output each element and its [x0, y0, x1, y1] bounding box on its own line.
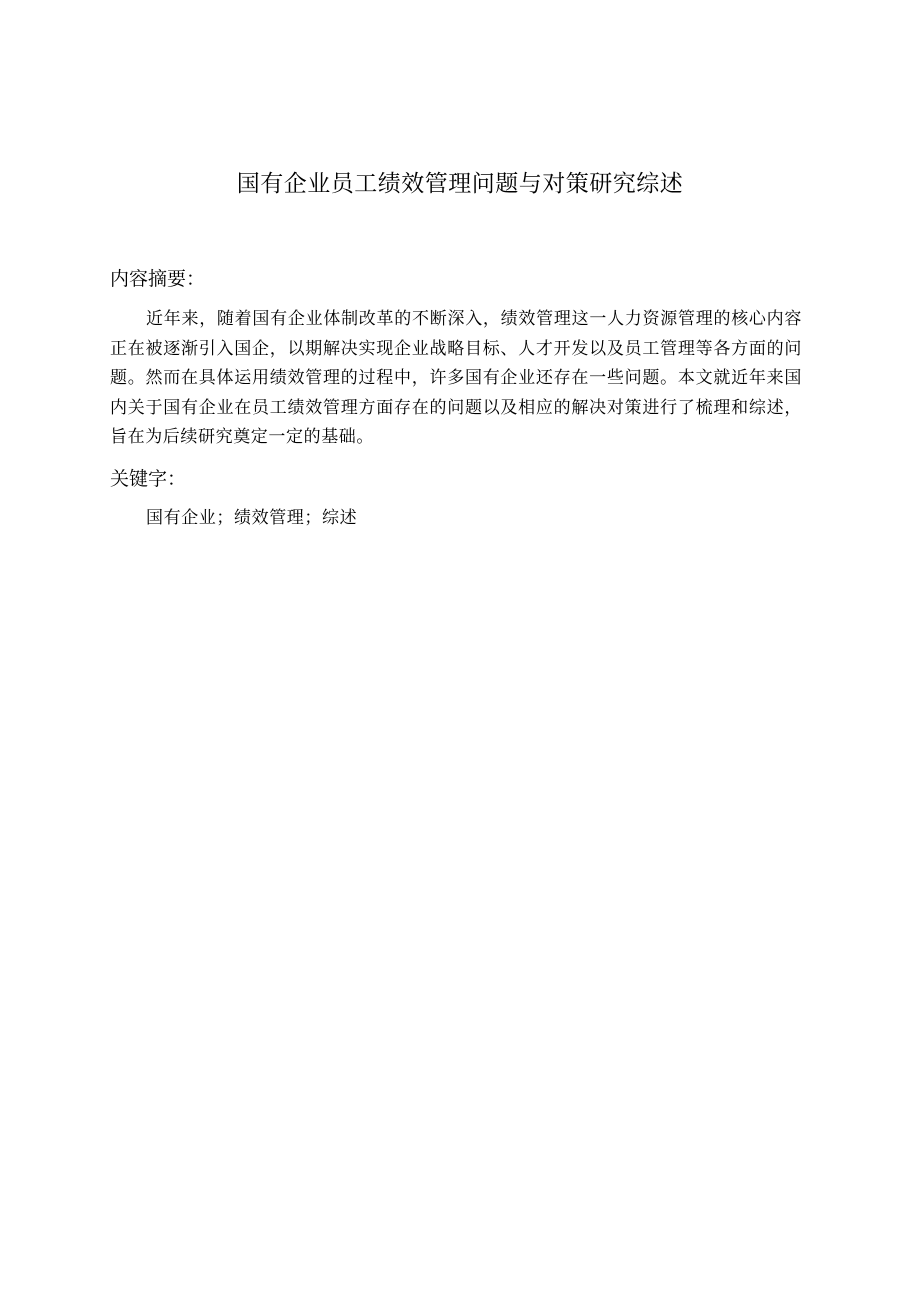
abstract-heading: 内容摘要：	[110, 268, 206, 290]
keywords-list: 国有企业；绩效管理；综述	[146, 508, 358, 528]
document-title: 国有企业员工绩效管理问题与对策研究综述	[236, 171, 684, 197]
abstract-paragraph: 近年来，随着国有企业体制改革的不断深入，绩效管理这一人力资源管理的核心内容正在被逐渐引入国企，以期解决实现企业战略目标、人才开发以及员工管理等各方面的问题。然而在具体运用绩效管理的过程中，许多国有企业还存在一些问题。本文就近年来国内关于国有企业在员工绩效管理方面存在的问题以及相应的解决对策进行了梳理和综述，旨在为后续研究奠定一定的基础。	[110, 309, 802, 447]
keywords-heading: 关键字：	[110, 468, 187, 490]
